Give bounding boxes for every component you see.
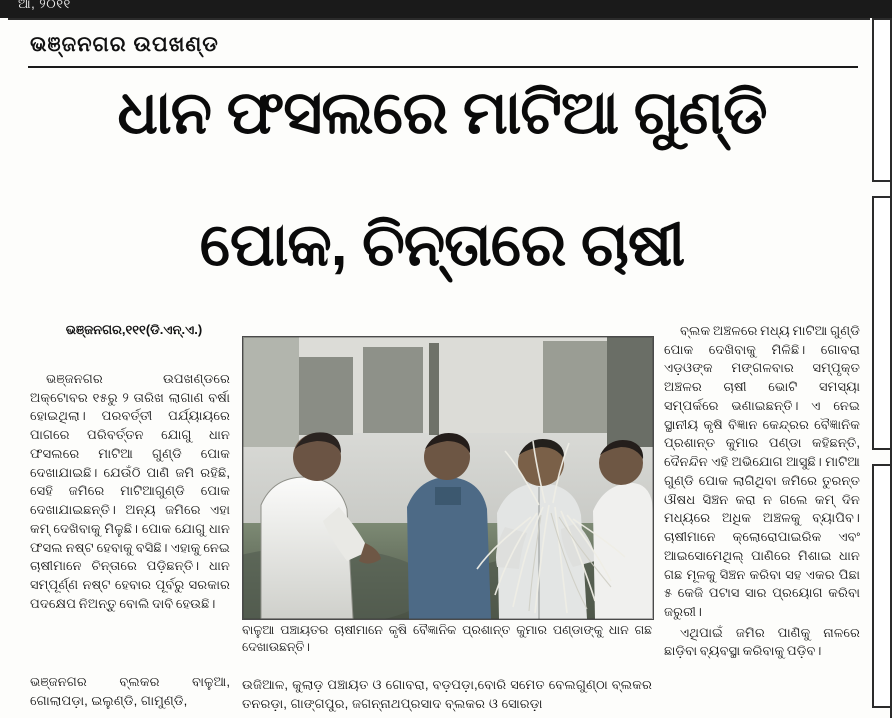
body-column-middle-continued (242, 662, 652, 727)
body-paragraph: ଭଞ୍ଜନଗର ଉପଖଣ୍ଡରେ ଅକ୍ଟୋବର ୧୫ରୁ ୨ ତାରିଖ ଲାଗାଣ ବର୍ଷା ହୋଇଥିଲା। ପରବର୍ତ୍ତୀ ପର୍ଯ୍ୟାୟରେ ପାଗରେ ପରିବର୍ତ୍ତନ ଯୋଗୁ ଧାନ ଫସଲରେ ମାଟିଆ ଗୁଣ୍ଡି ପୋକ ଦେଖାଯାଇଛି। ଯେଉଁଠି ପାଣି ଜମି ରହିଛି, ସେହି ଜମିରେ ମାଟିଆଗୁଣ୍ଡି ପୋକ ଦେଖାଯାଇଛନ୍ତି। ଅନ୍ୟ ଜମିରେ ଏହା କମ୍ ଦେଖିବାକୁ ମିଳୁଛି। ପୋକ ଯୋଗୁ ଧାନ ଫସଲ ନଷ୍ଟ ହେବାକୁ ବସିଛି। ଏହାକୁ ନେଇ ଚାଷୀମାନେ ଚିନ୍ତାରେ ପଡ଼ିଛନ୍ତି। ଧାନ ସମ୍ପୂର୍ଣ୍ଣ ନଷ୍ଟ ହେବାର ପୂର୍ବରୁ ସରକାର ପଦକ୍ଷେପ ନିଅନ୍ତୁ ବୋଲି ଦାବି ହେଉଛି। (30, 371, 230, 611)
photo-caption: ବାଳୁଆ ପଞ୍ଚାୟତର ଚାଷୀମାନେ କୃଷି ବୈଜ୍ଞାନିକ ପ୍ରଶାନ୍ତ କୁମାର ପଣ୍ଡାଙ୍କୁ ଧାନ ଗଛ ଦେଖାଉଛନ୍ତି। (242, 623, 652, 655)
masthead-bar (0, 0, 892, 18)
body-paragraph: ବ୍ଲକ ଅଞ୍ଚଳରେ ମଧ୍ୟ ମାଟିଆ ଗୁଣ୍ଡି ପୋକ ଦେଖିବାକୁ ମିଳିଛି। ଗୋବରା ଏଡ଼ଓଙ୍କ ମଙ୍ଗଳବାର ସମ୍ପୃକ୍ତ ଅଞ୍ଚଳର ଚାଷୀ ଭୋଟି ସମସ୍ୟା ସମ୍ପର୍କରେ ଭଣାଇଛନ୍ତି। ଏ ନେଇ ସ୍ଥାନୀୟ କୃଷି ବିଜ୍ଞାନ କେନ୍ଦ୍ରର ବୈଜ୍ଞାନିକ ପ୍ରଶାନ୍ତ କୁମାର ପଣ୍ଡା କହିଛନ୍ତି, ଦୈନନ୍ଦିନ ଏହି ଅଭିଯୋଗ ଆସୁଛି। ମାଟିଆ ଗୁଣ୍ଡି ପୋକ ଲାଗିଥିବା ଜମିରେ ତୁରନ୍ତ ଔଷଧ ସିଞ୍ଚନ କରା ନ ଗଲେ କମ୍ ଦିନ ମଧ୍ୟରେ ଅଧିକ ଅଞ୍ଚଳକୁ ବ୍ୟାପିବ। ଚାଷୀମାନେ କ୍ଲୋରୋପାଇରିକ ଏବଂ ଆଇସୋମେଥିଲ୍ ପାଣିରେ ମିଶାଇ ଧାନ ଗଛ ମୂଳକୁ ସିଞ୍ଚନ କରିବା ସହ ଏକର ପିଛା ୫ କେଜି ପଟାସ ସାର ପ୍ରୟୋଗ କରିବା ଜରୁରୀ। (664, 323, 860, 620)
body-paragraph: ଉଜିଆଳ, କୁଲାଡ଼ ପଞ୍ଚାୟତ ଓ ଗୋବରା, ବଡ଼ପଡ଼ା,ବୋରି ସମେତ ବେଲଗୁଣ୍ଠା ବ୍ଲକର ତନରଡ଼ା, ଗାଙ୍ଗପୁର, ଜଗନ୍ନାଥପ୍ରସାଦ ବ୍ଲକର ଓ ସୋରଡ଼ା (242, 677, 652, 712)
headline-line-2: ପୋକ, ଚିନ୍ତାରେ ଚାଷୀ (199, 211, 685, 278)
article-photo (242, 336, 654, 620)
adjacent-column-box-1 (872, 18, 890, 182)
body-paragraph: ଭଞ୍ଜନଗର ବ୍ଲକର ବାଳୁଆ, ଗୋଲାପଡ଼ା, ଇଲୁଣ୍ଡି, ଗାମୁଣ୍ଡି, (30, 674, 230, 708)
header-rule (8, 18, 870, 20)
body-column-left-continued (30, 660, 230, 724)
headline-line-1: ଧାନ ଫସଲରେ ମାଟିଆ ଗୁଣ୍ଡି (117, 79, 767, 146)
section-kicker: ଭଞ୍ଜନଗର ଉପଖଣ୍ଡ (30, 33, 219, 56)
body-paragraph: ଏଥିପାଇଁ ଜମିର ପାଣିକୁ ନାଳରେ ଛାଡ଼ିବା ବ୍ୟବସ୍ଥା କରିବାକୁ ପଡ଼ିବ। (664, 624, 860, 659)
kicker-underline (28, 66, 858, 68)
body-column-left (30, 370, 230, 700)
byline: ଭଞ୍ଜନଗର,୧୧୧(ଡି.ଏନ୍.ଏ.) (65, 322, 203, 337)
adjacent-column-box-3 (872, 464, 890, 708)
body-column-right (664, 322, 860, 702)
masthead-date: ଆ, ୨୦୧୧ (18, 0, 71, 11)
adjacent-column-box-2 (872, 196, 890, 450)
